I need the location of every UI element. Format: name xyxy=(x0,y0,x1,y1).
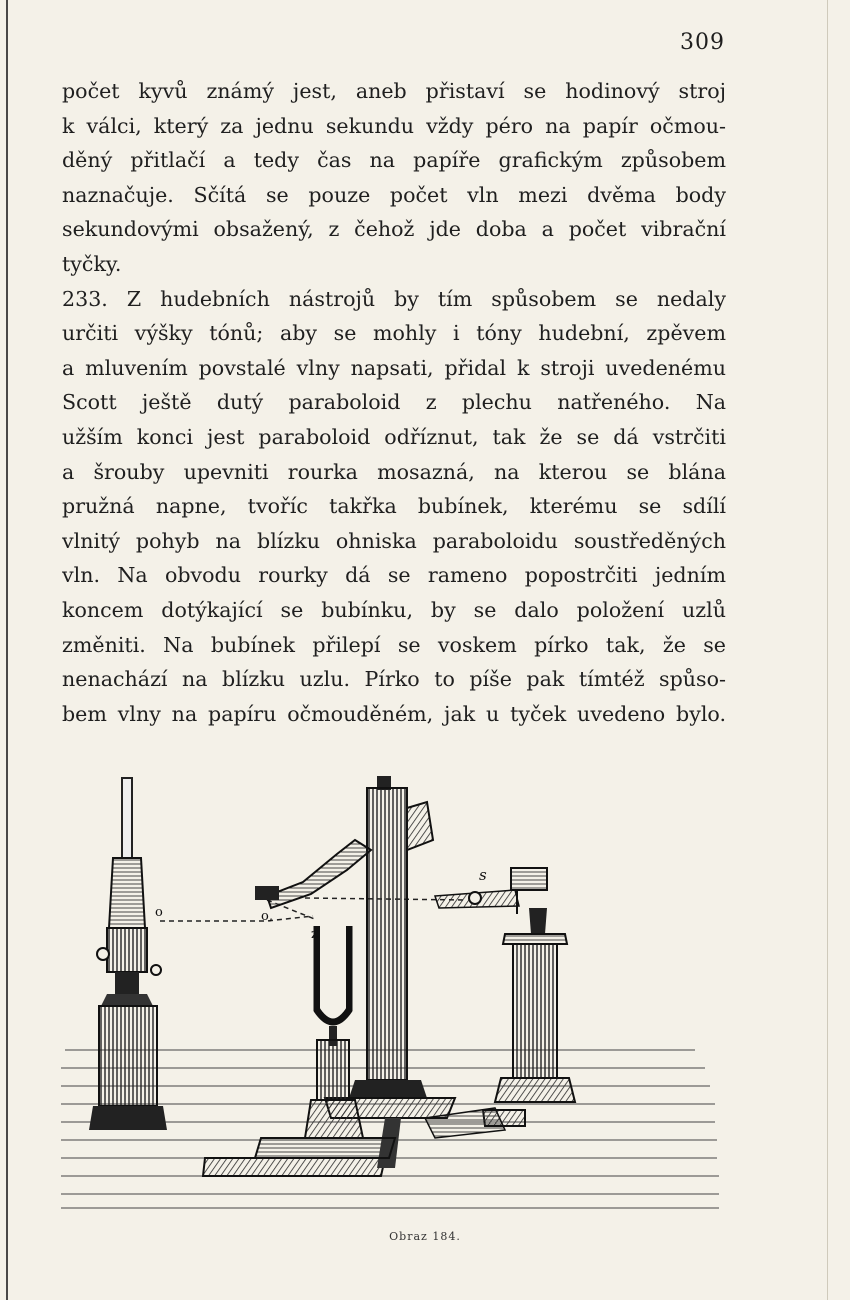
label-s: s xyxy=(479,866,487,884)
text-line: tyčky. xyxy=(62,251,122,276)
text-line: bem vlny na papíru očmouděném, jak u tyček uvedeno bylo. xyxy=(62,701,726,726)
page-number: 309 xyxy=(680,30,725,55)
text-line: určiti výšky tónů; aby se mohly i tóny hudební, zpěvem xyxy=(62,321,726,346)
central-stand xyxy=(203,776,525,1176)
text-line: vlnitý pohyb na blízku ohniska paraboloidu soustředěných xyxy=(62,528,726,553)
text-line-paragraph-start: 233. Z hudebních nástrojů by tím spůsobem se nedaly xyxy=(62,286,726,311)
text-line: k válci, který za jednu sekundu vždy péro na papír očmou- xyxy=(62,113,726,138)
body-text xyxy=(62,74,726,731)
text-line: změniti. Na bubínek přilepí se voskem pírko tak, že se xyxy=(62,632,726,657)
page-binding-edge xyxy=(6,0,8,1300)
page-right-edge xyxy=(827,0,828,1300)
text-line: naznačuje. Sčítá se pouze počet vln mezi dvěma body xyxy=(62,182,726,207)
text-line: počet kyvů známý jest, aneb přistaví se hodinový stroj xyxy=(62,79,726,103)
text-line: koncem dotýkající se bubínku, by se dalo položení uzlů xyxy=(62,597,726,622)
label-z: z xyxy=(311,927,318,942)
text-line: a šrouby upevniti rourka mosazná, na kterou se blána xyxy=(62,459,726,484)
light-ray-dashes xyxy=(160,898,465,921)
text-line: a mluvením povstalé vlny napsati, přidal k stroji uvedenému xyxy=(62,355,726,380)
figure-apparatus-engraving xyxy=(55,758,745,1228)
lamp-apparatus xyxy=(89,778,167,1130)
right-stand-cylinder xyxy=(435,868,575,1102)
text-line: pružná napne, tvoříc takřka bubínek, kterému se sdílí xyxy=(62,494,726,519)
label-o1: o, xyxy=(261,909,273,924)
text-line: nenachází na blízku uzlu. Pírko to píše pak tímtéž spůso- xyxy=(62,667,726,692)
label-o: o xyxy=(155,905,163,920)
apparatus-illustration xyxy=(55,758,745,1228)
text-line: vln. Na obvodu rourky dá se rameno popostrčiti jedním xyxy=(62,563,726,588)
text-line: děný přitlačí a tedy čas na papíře grafickým způsobem xyxy=(62,148,726,173)
text-line: Scott ještě dutý paraboloid z plechu natřeného. Na xyxy=(62,390,726,415)
text-line: užším konci jest paraboloid odříznut, tak že se dá vstrčiti xyxy=(62,424,726,449)
text-line: sekundovými obsažený, z čehož jde doba a počet vibrační xyxy=(62,217,726,242)
figure-caption: Obraz 184. xyxy=(389,1230,461,1243)
